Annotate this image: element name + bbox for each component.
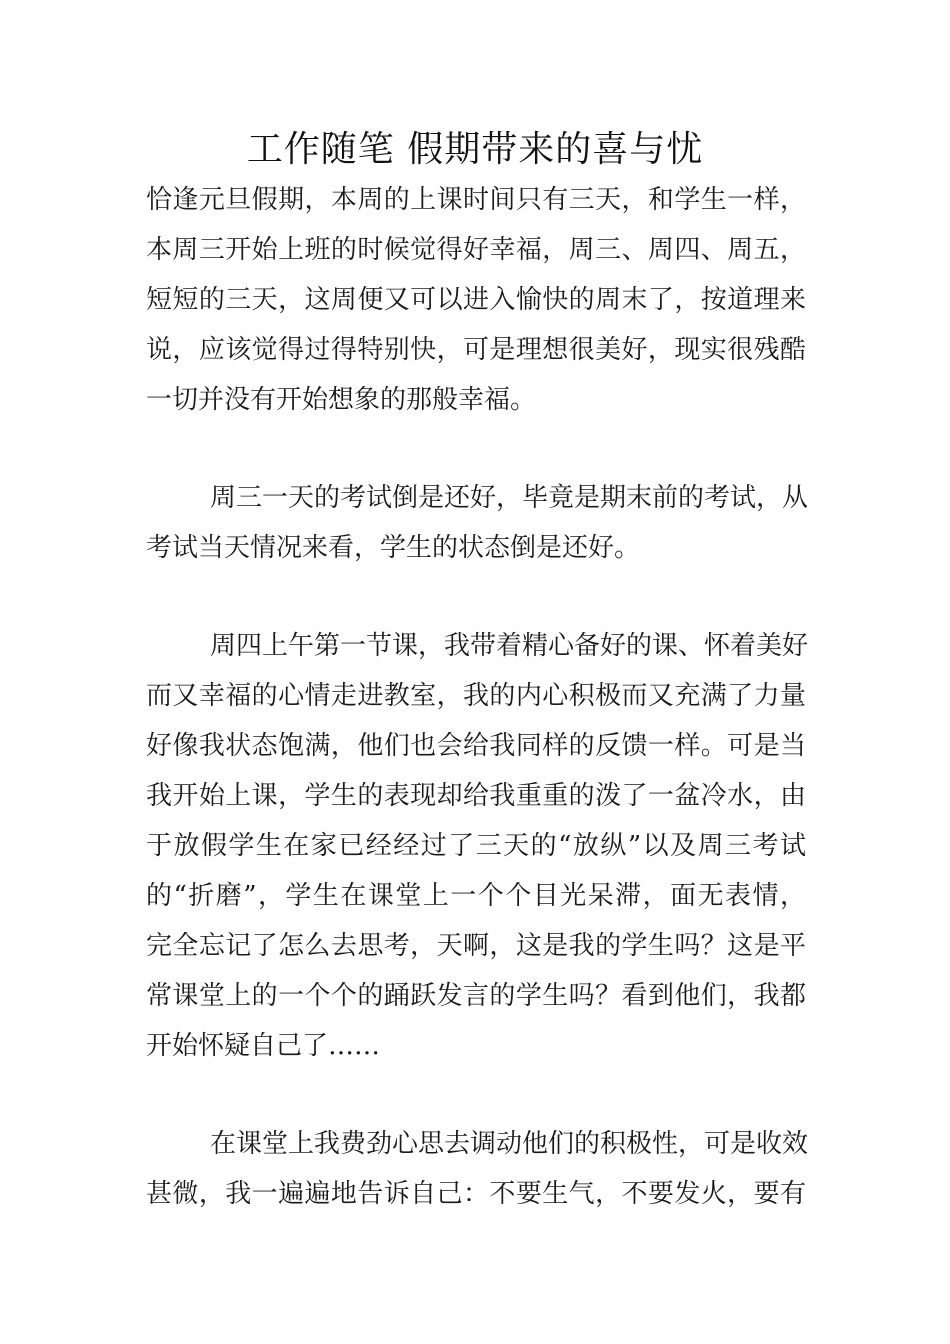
- paragraph-4-line-2: 甚微，我一遍遍地告诉自己：不要生气，不要发火，要有: [146, 1179, 806, 1209]
- paragraph-3-line-3: 好像我状态饱满，他们也会给我同样的反馈一样。可是当: [146, 731, 806, 761]
- paragraph-1-line-3: 短短的三天，这周便又可以进入愉快的周末了，按道理来: [146, 285, 806, 315]
- paragraph-2-line-1: 周三一天的考试倒是还好，毕竟是期末前的考试，从: [210, 483, 809, 513]
- paragraph-3-line-1: 周四上午第一节课，我带着精心备好的课、怀着美好: [210, 631, 809, 661]
- paragraph-3-line-9: 开始怀疑自己了……: [146, 1031, 381, 1061]
- paragraph-1-line-1: 恰逢元旦假期，本周的上课时间只有三天，和学生一样，: [146, 185, 806, 215]
- paragraph-3-line-6: 的“折磨”，学生在课堂上一个个目光呆滞，面无表情，: [146, 881, 806, 911]
- document-title: 工作随笔 假期带来的喜与忧: [246, 129, 704, 170]
- paragraph-3-line-7: 完全忘记了怎么去思考，天啊，这是我的学生吗？这是平: [146, 931, 806, 961]
- paragraph-3-line-5: 于放假学生在家已经经过了三天的“放纵”以及周三考试: [146, 831, 806, 861]
- paragraph-1-line-4: 说，应该觉得过得特别快，可是理想很美好，现实很残酷: [146, 335, 806, 365]
- paragraph-2-line-2: 考试当天情况来看，学生的状态倒是还好。: [146, 533, 641, 563]
- paragraph-1-line-2: 本周三开始上班的时候觉得好幸福，周三、周四、周五，: [146, 235, 806, 265]
- paragraph-3-line-8: 常课堂上的一个个的踊跃发言的学生吗？看到他们，我都: [146, 981, 806, 1011]
- paragraph-4-line-1: 在课堂上我费劲心思去调动他们的积极性，可是收效: [210, 1129, 809, 1159]
- paragraph-3-line-4: 我开始上课，学生的表现却给我重重的泼了一盆冷水，由: [146, 781, 806, 811]
- paragraph-1-line-5: 一切并没有开始想象的那般幸福。: [146, 385, 537, 415]
- paragraph-3-line-2: 而又幸福的心情走进教室，我的内心积极而又充满了力量: [146, 681, 806, 711]
